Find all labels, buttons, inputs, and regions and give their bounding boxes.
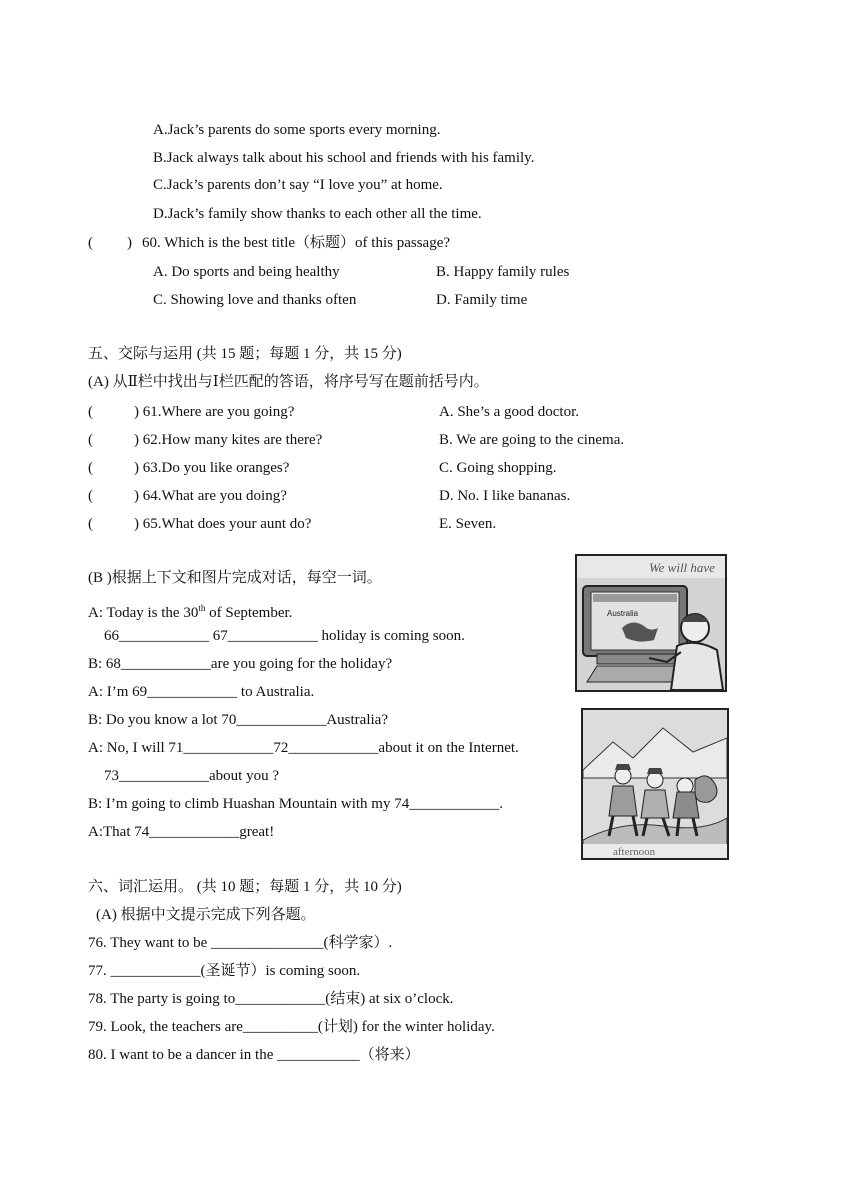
option-59a: A.Jack’s parents do some sports every morning. xyxy=(153,122,441,138)
hikers-illustration xyxy=(583,710,727,858)
matching-bracket: ( xyxy=(88,432,93,448)
vocab-item-79: 79. Look, the teachers are__________(计划) for the winter holiday. xyxy=(88,1019,495,1035)
option-59b: B.Jack always talk about his school and friends with his family. xyxy=(153,150,535,166)
option-59d: D.Jack’s family show thanks to each other all the time. xyxy=(153,206,482,222)
option-60a: A. Do sports and being healthy xyxy=(153,264,340,280)
picture-banner-text: We will have xyxy=(649,560,715,575)
matching-bracket: ( xyxy=(88,516,93,532)
dialogue-line-2: 66____________ 67____________ holiday is coming soon. xyxy=(104,628,465,644)
matching-answer-a: A. She’s a good doctor. xyxy=(439,404,579,420)
picture-screen-text: Australia xyxy=(607,609,639,618)
section-6-heading: 六、词汇运用。 (共 10 题；每题 1 分，共 10 分) xyxy=(88,879,402,895)
dialogue-line-1: A: Today is the 30th of September. xyxy=(88,603,293,621)
section-5b-instruction: (B )根据上下文和图片完成对话，每空一词。 xyxy=(88,570,382,586)
answer-bracket-open: ( xyxy=(88,235,93,251)
vocab-item-78: 78. The party is going to____________(结束) at six o’clock. xyxy=(88,991,454,1007)
section-6a-instruction: (A) 根据中文提示完成下列各题。 xyxy=(96,907,316,923)
dialogue-line-5: B: Do you know a lot 70____________Australia? xyxy=(88,712,388,728)
computer-picture xyxy=(575,554,727,692)
matching-question-63: ) 63.Do you like oranges? xyxy=(134,460,290,476)
dialogue-line-7: 73____________about you ? xyxy=(104,768,279,784)
section-5a-instruction: (A) 从Ⅱ栏中找出与Ⅰ栏匹配的答语，将序号写在题前括号内。 xyxy=(88,374,489,390)
dialogue-line-4: A: I’m 69____________ to Australia. xyxy=(88,684,315,700)
question-60-stem: 60. Which is the best title（标题）of this passage? xyxy=(142,235,451,251)
vocab-item-77: 77. ____________(圣诞节）is coming soon. xyxy=(88,963,361,979)
matching-question-64: ) 64.What are you doing? xyxy=(134,488,287,504)
section-5-heading: 五、交际与运用 (共 15 题；每题 1 分，共 15 分) xyxy=(88,346,402,362)
hiking-picture xyxy=(581,708,729,860)
dialogue-line-9: A:That 74____________great! xyxy=(88,824,275,840)
matching-bracket: ( xyxy=(88,488,93,504)
dialogue-line-8: B: I’m going to climb Huashan Mountain with my 74____________. xyxy=(88,796,503,812)
dialogue-line-6: A: No, I will 71____________72____________about it on the Internet. xyxy=(88,740,519,756)
matching-answer-d: D. No. I like bananas. xyxy=(439,488,571,504)
matching-bracket: ( xyxy=(88,404,93,420)
picture-banner-text: afternoon xyxy=(613,846,656,858)
vocab-item-80: 80. I want to be a dancer in the ___________（将来） xyxy=(88,1047,420,1063)
vocab-item-76: 76. They want to be _______________(科学家）. xyxy=(88,935,393,951)
matching-bracket: ( xyxy=(88,460,93,476)
answer-bracket-close: ) xyxy=(127,235,132,251)
boy-at-computer-illustration xyxy=(577,556,725,690)
matching-question-65: ) 65.What does your aunt do? xyxy=(134,516,312,532)
matching-answer-e: E. Seven. xyxy=(439,516,497,532)
option-59c: C.Jack’s parents don’t say “I love you” at home. xyxy=(153,177,443,193)
matching-answer-c: C. Going shopping. xyxy=(439,460,557,476)
option-60c: C. Showing love and thanks often xyxy=(153,292,357,308)
matching-question-61: ) 61.Where are you going? xyxy=(134,404,295,420)
option-60d: D. Family time xyxy=(436,292,528,308)
dialogue-line-3: B: 68____________are you going for the holiday? xyxy=(88,656,393,672)
option-60b: B. Happy family rules xyxy=(436,264,570,280)
matching-question-62: ) 62.How many kites are there? xyxy=(134,432,323,448)
matching-answer-b: B. We are going to the cinema. xyxy=(439,432,625,448)
